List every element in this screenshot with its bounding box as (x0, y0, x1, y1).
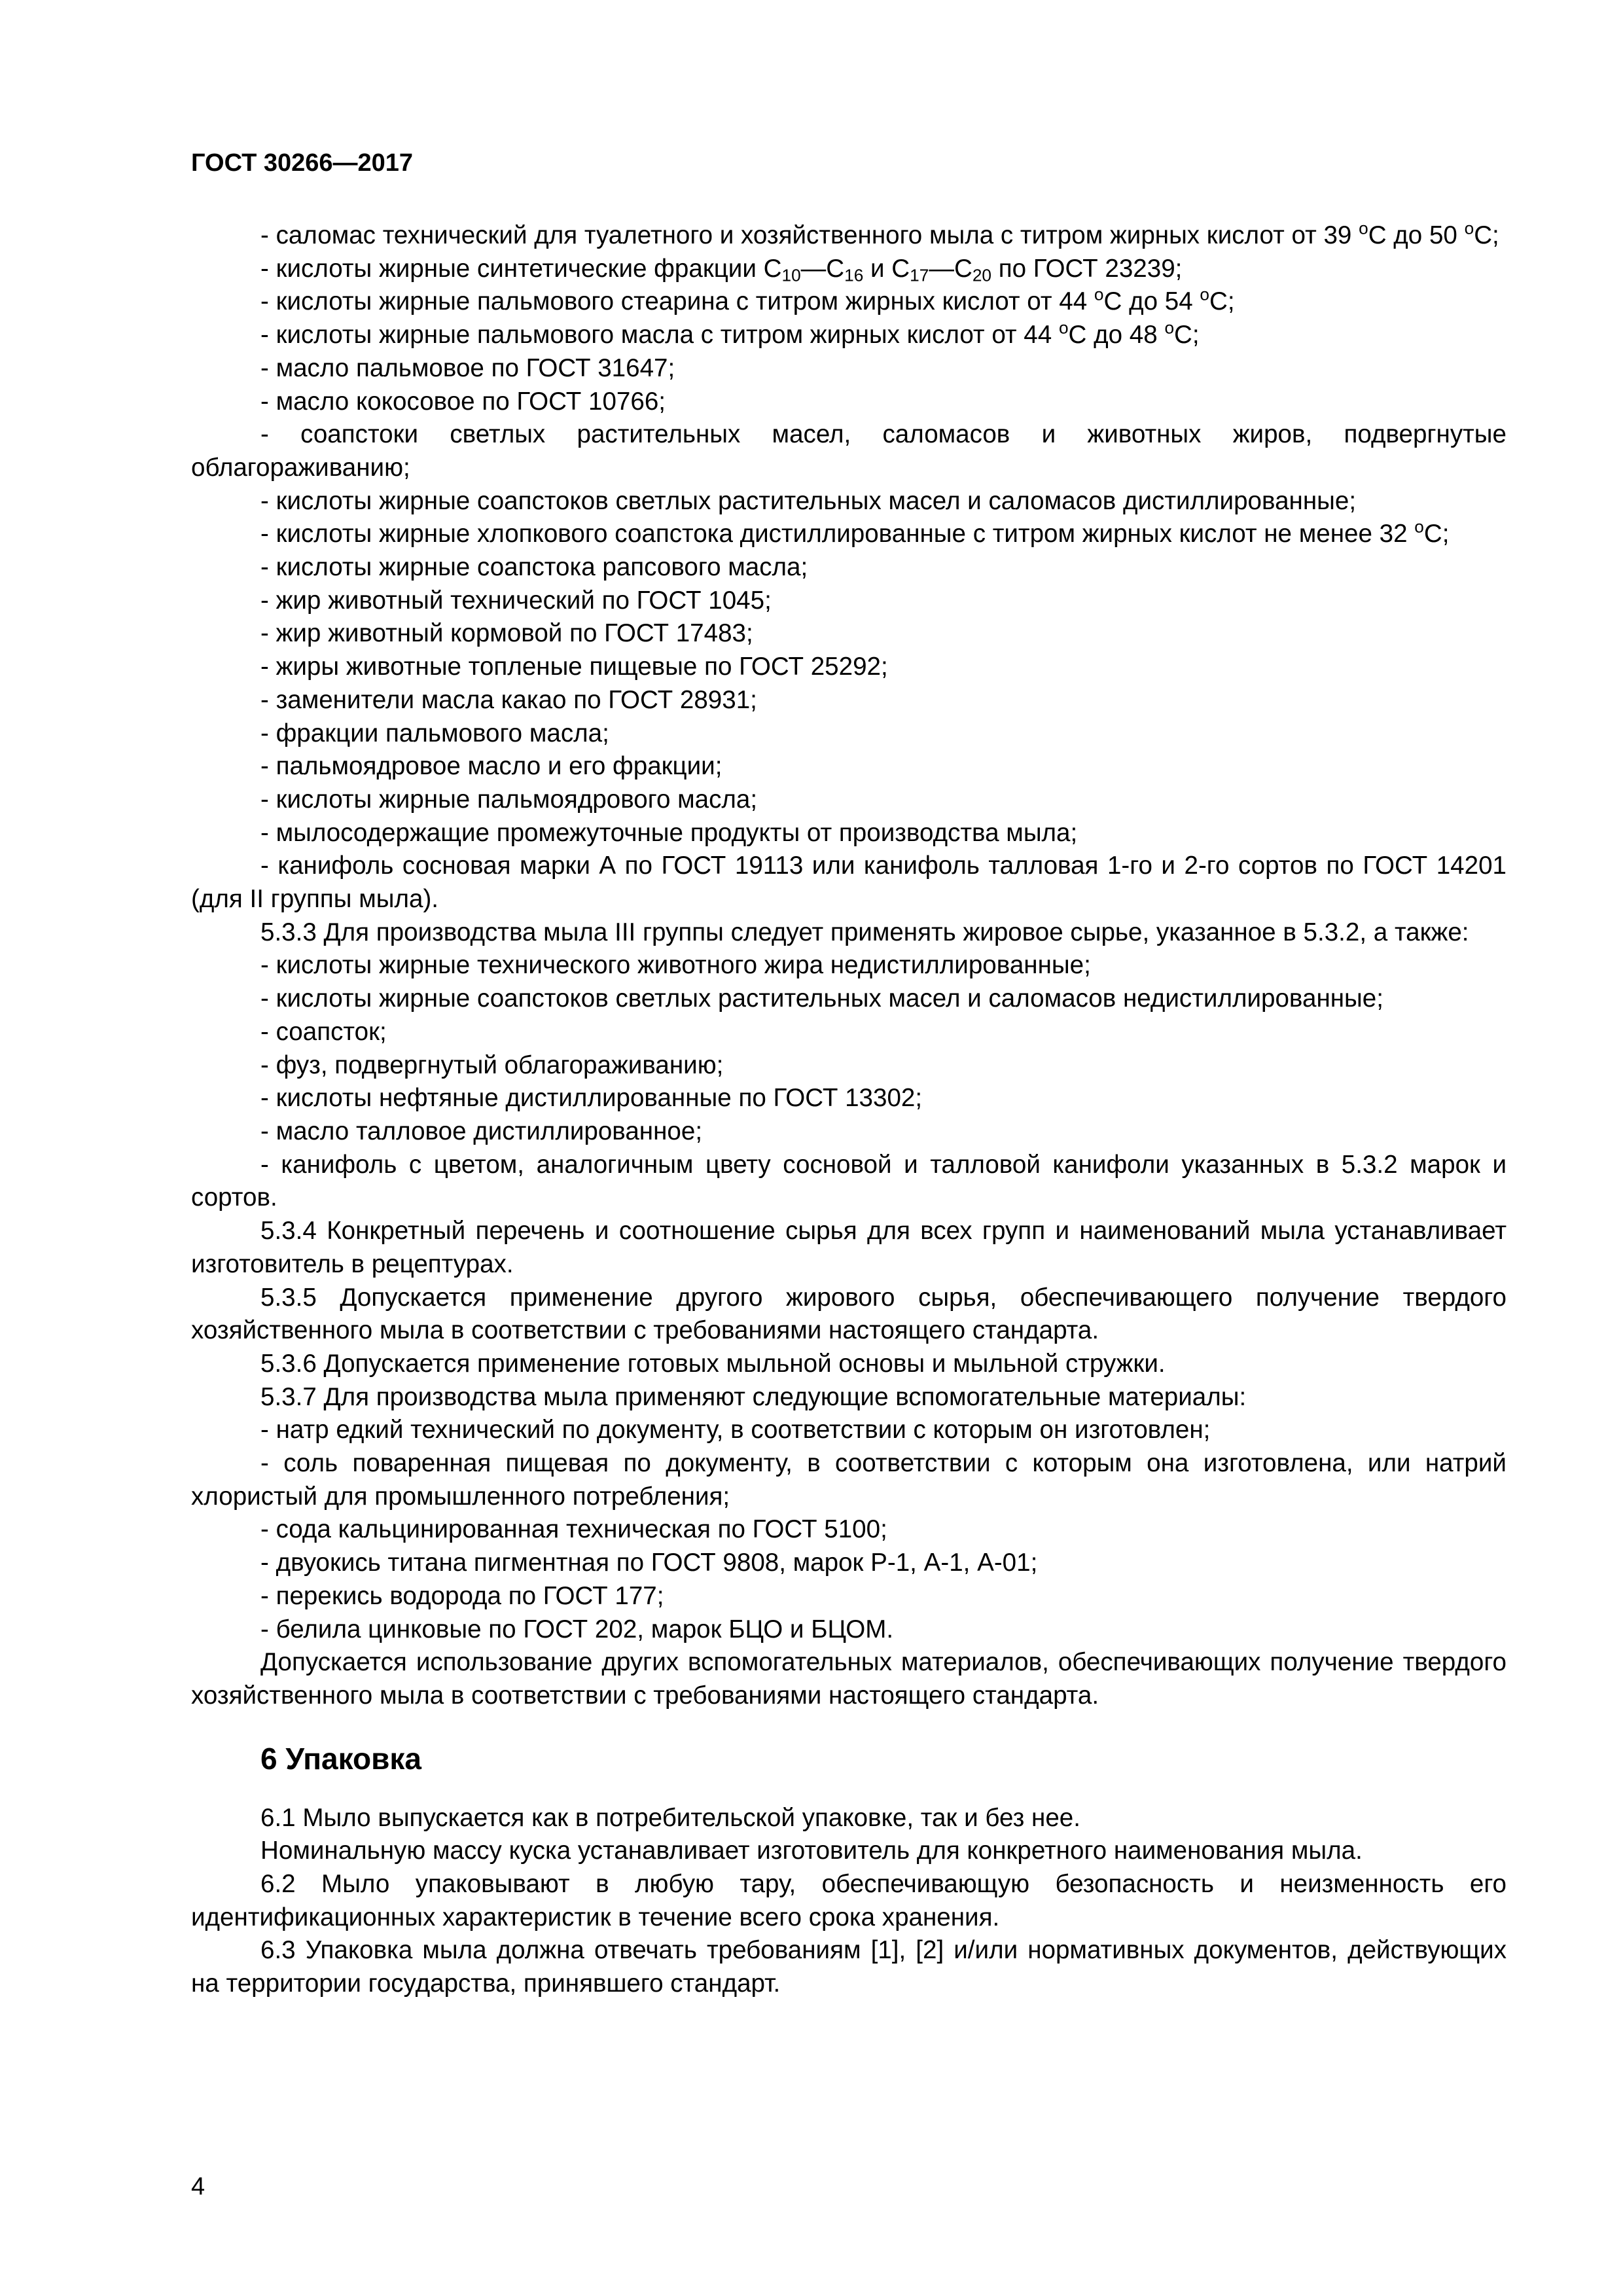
list-item: - натр едкий технический по документу, в соответствии с которым он изготовлен; (260, 1416, 1211, 1444)
page-number: 4 (191, 2173, 205, 2200)
section-heading: 6 Упаковка (260, 1741, 421, 1776)
list-item: - белила цинковые по ГОСТ 202, марок БЦО и БЦОМ. (260, 1615, 894, 1643)
list-item: - масло талловое дистиллированное; (260, 1117, 703, 1145)
list-item: - масло кокосовое по ГОСТ 10766; (260, 387, 666, 416)
list-item: - канифоль с цветом, аналогичным цвету сосновой и талловой канифоли указанных в 5.3.2 марок и сортов. (191, 1150, 1507, 1212)
list-item: - кислоты нефтяные дистиллированные по ГОСТ 13302; (260, 1084, 923, 1113)
paragraph-5-3-6: 5.3.6 Допускается применение готовых мыльной основы и мыльной стружки. (260, 1349, 1166, 1378)
list-item: - фракции пальмового масла; (260, 719, 609, 747)
list-item: - кислоты жирные соапстока рапсового масла; (260, 553, 808, 582)
paragraph-6-1: 6.1 Мыло выпускается как в потребительской упаковке, так и без нее. (260, 1803, 1080, 1832)
list-item: - жиры животные топленые пищевые по ГОСТ 25292; (260, 653, 888, 681)
list-item: - кислоты жирные соапстоков светлых растительных масел и саломасов дистиллированные; (260, 486, 1357, 515)
list-item: - сода кальцинированная техническая по ГОСТ 5100; (260, 1515, 887, 1544)
list-item: - канифоль сосновая марки А по ГОСТ 19113 или канифоль талловая 1-го и 2-го сортов по ГОСТ 14201 (для II группы мыла). (191, 852, 1507, 914)
paragraph-note: Допускается использование других вспомогательных материалов, обеспечивающих получение твердого хозяйственного мыла в соответствии с требованиями настоящего стандарта. (191, 1648, 1507, 1710)
list-item: - двуокись титана пигментная по ГОСТ 9808, марок Р-1, А-1, А-01; (260, 1549, 1038, 1577)
list-item: - саломас технический для туалетного и хозяйственного мыла с титром жирных кислот от 39 $^o$С до 50 $^o$С; (260, 218, 1499, 249)
paragraph-6-3: 6.3 Упаковка мыла должна отвечать требованиям [1], [2] и/или нормативных документов, действующих на территории государства, принявшего стандарт. (191, 1936, 1507, 1998)
list-item: - жир животный кормовой по ГОСТ 17483; (260, 619, 753, 648)
document-header: ГОСТ 30266—2017 (191, 149, 414, 177)
paragraph-6-1-mass: Номинальную массу куска устанавливает изготовитель для конкретного наименования мыла. (260, 1837, 1363, 1865)
list-item: - фуз, подвергнутый облагораживанию; (260, 1050, 724, 1079)
list-item: - жир животный технический по ГОСТ 1045; (260, 586, 772, 615)
list-item: - мылосодержащие промежуточные продукты от производства мыла; (260, 818, 1078, 847)
paragraph-5-3-5: 5.3.5 Допускается применение другого жирового сырья, обеспечивающего получение твердого хозяйственного мыла в соответствии с требованиями настоящего стандарта. (191, 1283, 1507, 1345)
list-item: - кислоты жирные пальмового стеарина с титром жирных кислот от 44 $^o$С до 54 $^o$С; (260, 284, 1235, 316)
list-item: - масло пальмовое по ГОСТ 31647; (260, 353, 675, 382)
list-item: - соапстоки светлых растительных масел, саломасов и животных жиров, подвергнутые облагораживанию; (191, 420, 1507, 482)
paragraph-5-3-3: 5.3.3 Для производства мыла III группы следует применять жировое сырье, указанное в 5.3.2, а также: (260, 918, 1469, 946)
list-item: - кислоты жирные пальмового масла с титром жирных кислот от 44 $^o$С до 48 $^o$С; (260, 317, 1200, 350)
list-item: - кислоты жирные синтетические фракции $С_{10}—С_{16}$ и $С_{17}—С_{20}$ по ГОСТ 23239; (260, 254, 1183, 285)
paragraph-5-3-4: 5.3.4 Конкретный перечень и соотношение сырья для всех групп и наименований мыла устанавливает изготовитель в рецептурах. (191, 1217, 1507, 1278)
list-item: - соапсток; (260, 1017, 387, 1046)
list-item: - перекись водорода по ГОСТ 177; (260, 1581, 664, 1610)
list-item: - пальмоядровое масло и его фракции; (260, 752, 722, 781)
list-item: - кислоты жирные соапстоков светлых растительных масел и саломасов недистиллированные; (260, 984, 1383, 1013)
list-item: - кислоты жирные хлопкового соапстока дистиллированные с титром жирных кислот не менее 32 $^o$С; (260, 516, 1450, 548)
paragraph-5-3-7: 5.3.7 Для производства мыла применяют следующие вспомогательные материалы: (260, 1382, 1247, 1411)
list-item: - кислоты жирные технического животного жира недистиллированные; (260, 951, 1091, 980)
document-body (191, 219, 1507, 2001)
paragraph-6-2: 6.2 Мыло упаковывают в любую тару, обеспечивающую безопасность и неизменность его идентификационных характеристик в течение всего срока хранения. (191, 1870, 1507, 1931)
list-item: - соль поваренная пищевая по документу, в соответствии с которым она изготовлена, или натрий хлористый для промышленного потребления; (191, 1449, 1507, 1511)
list-item: - заменители масла какао по ГОСТ 28931; (260, 685, 757, 714)
list-item: - кислоты жирные пальмоядрового масла; (260, 785, 758, 814)
